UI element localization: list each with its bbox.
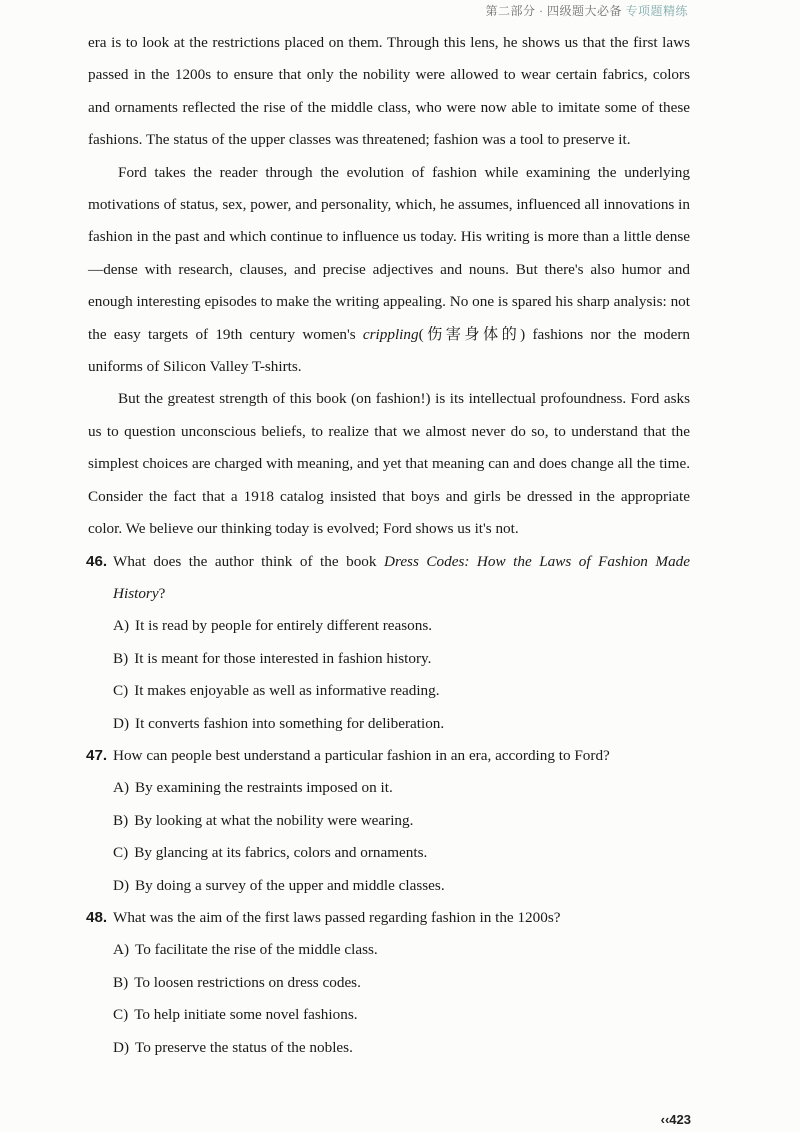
option-d[interactable] [88,870,690,902]
question-48 [88,902,690,1064]
option-letter: C) [113,1006,129,1024]
option-letter: D) [113,714,130,732]
answer-options [88,934,690,1064]
option-letter: D) [113,876,130,894]
option-letter: A) [113,617,130,635]
question-text-after: ? [158,584,166,602]
option-text: It converts fashion into something for deliberation. [135,714,445,732]
option-text: By doing a survey of the upper and middle classes. [135,876,445,894]
option-text: It is read by people for entirely different reasons. [135,617,433,635]
page-number: ‹‹423 [660,1112,691,1127]
option-d[interactable] [88,708,690,740]
question-text-before: What does the author think of the book [113,552,384,570]
question-text [113,546,690,611]
running-header [485,2,688,19]
question-text: How can people best understand a particular fashion in an era, according to Ford? [113,746,610,764]
book-title: Dress Codes: How the Laws of Fashion Made History [113,552,690,602]
passage-paragraph-3: But the greatest strength of this book (on fashion!) is its intellectual profoundness. Ford asks us to question unconscious beliefs, to realize that we almost never do so, to understand that the simplest choices are charged with meaning, and yet that meaning can and does change all the time. Consider the fact that a 1918 catalog insisted that boys and girls be dressed in the appropriate color. We believe our thinking today is evolved; Ford shows us it's not. [88,390,690,538]
option-letter: A) [113,941,130,959]
option-text: To loosen restrictions on dress codes. [134,973,361,991]
option-letter: D) [113,1038,130,1056]
option-text: To facilitate the rise of the middle class. [135,941,378,959]
question-text: What was the aim of the first laws passed regarding fashion in the 1200s? [113,908,561,926]
paragraph-2-text-before: Ford takes the reader through the evolution of fashion while examining the underlying motivations of status, sex, power, and personality, which, he assumes, influenced all innovations in fashion in the past and which continue to influence us today. His writing is more than a little dense—dense with research, clauses, and precise adjectives and nouns. But there's also humor and enough interesting episodes to make the writing appealing. No one is spared his sharp analysis: not the easy targets of 19th century women's [88,163,690,343]
option-text: By glancing at its fabrics, colors and ornaments. [134,844,428,862]
option-text: To preserve the status of the nobles. [135,1038,353,1056]
answer-options [88,772,690,902]
running-header-highlight: 专项题精练 [625,4,688,18]
passage-paragraph-2 [88,157,690,384]
question-number: 48. [86,908,108,926]
question-number: 46. [86,552,108,570]
option-letter: C) [113,682,129,700]
option-letter: C) [113,844,129,862]
option-text: To help initiate some novel fashions. [134,1006,358,1024]
option-letter: A) [113,779,130,797]
option-b[interactable] [88,805,690,837]
reading-passage [88,27,690,546]
paragraph-2-italic-term: crippling [362,325,419,343]
option-d[interactable] [88,1032,690,1064]
option-a[interactable] [88,772,690,804]
option-c[interactable] [88,837,690,869]
option-letter: B) [113,973,129,991]
question-number: 47. [86,746,108,764]
option-a[interactable] [88,610,690,642]
passage-paragraph-1: era is to look at the restrictions placed on them. Through this lens, he shows us that the first laws passed in the 1200s to ensure that only the nobility were allowed to wear certain fabrics, colors and ornaments reflected the rise of the middle class, who were now able to imitate some of these fashions. The status of the upper classes was threatened; fashion was a tool to preserve it. [88,34,690,149]
option-c[interactable] [88,999,690,1031]
option-letter: B) [113,811,129,829]
page-body [88,27,690,1064]
paragraph-2-text-after: fashions nor the modern uniforms of Silicon Valley T-shirts. [88,325,690,376]
option-b[interactable] [88,967,690,999]
question-47 [88,740,690,902]
option-b[interactable] [88,643,690,675]
option-text: By examining the restraints imposed on it. [135,779,393,797]
paragraph-2-gloss: (伤害身体的) [418,325,526,343]
question-stem [88,546,690,611]
option-text: It makes enjoyable as well as informative reading. [134,682,440,700]
question-stem [88,740,690,772]
question-46 [88,546,690,740]
option-c[interactable] [88,675,690,707]
running-header-text: 第二部分 · 四级题大必备 [485,4,622,18]
option-letter: B) [113,649,129,667]
option-text: By looking at what the nobility were wearing. [134,811,414,829]
option-a[interactable] [88,934,690,966]
answer-options [88,610,690,740]
question-stem [88,902,690,934]
option-text: It is meant for those interested in fashion history. [134,649,432,667]
